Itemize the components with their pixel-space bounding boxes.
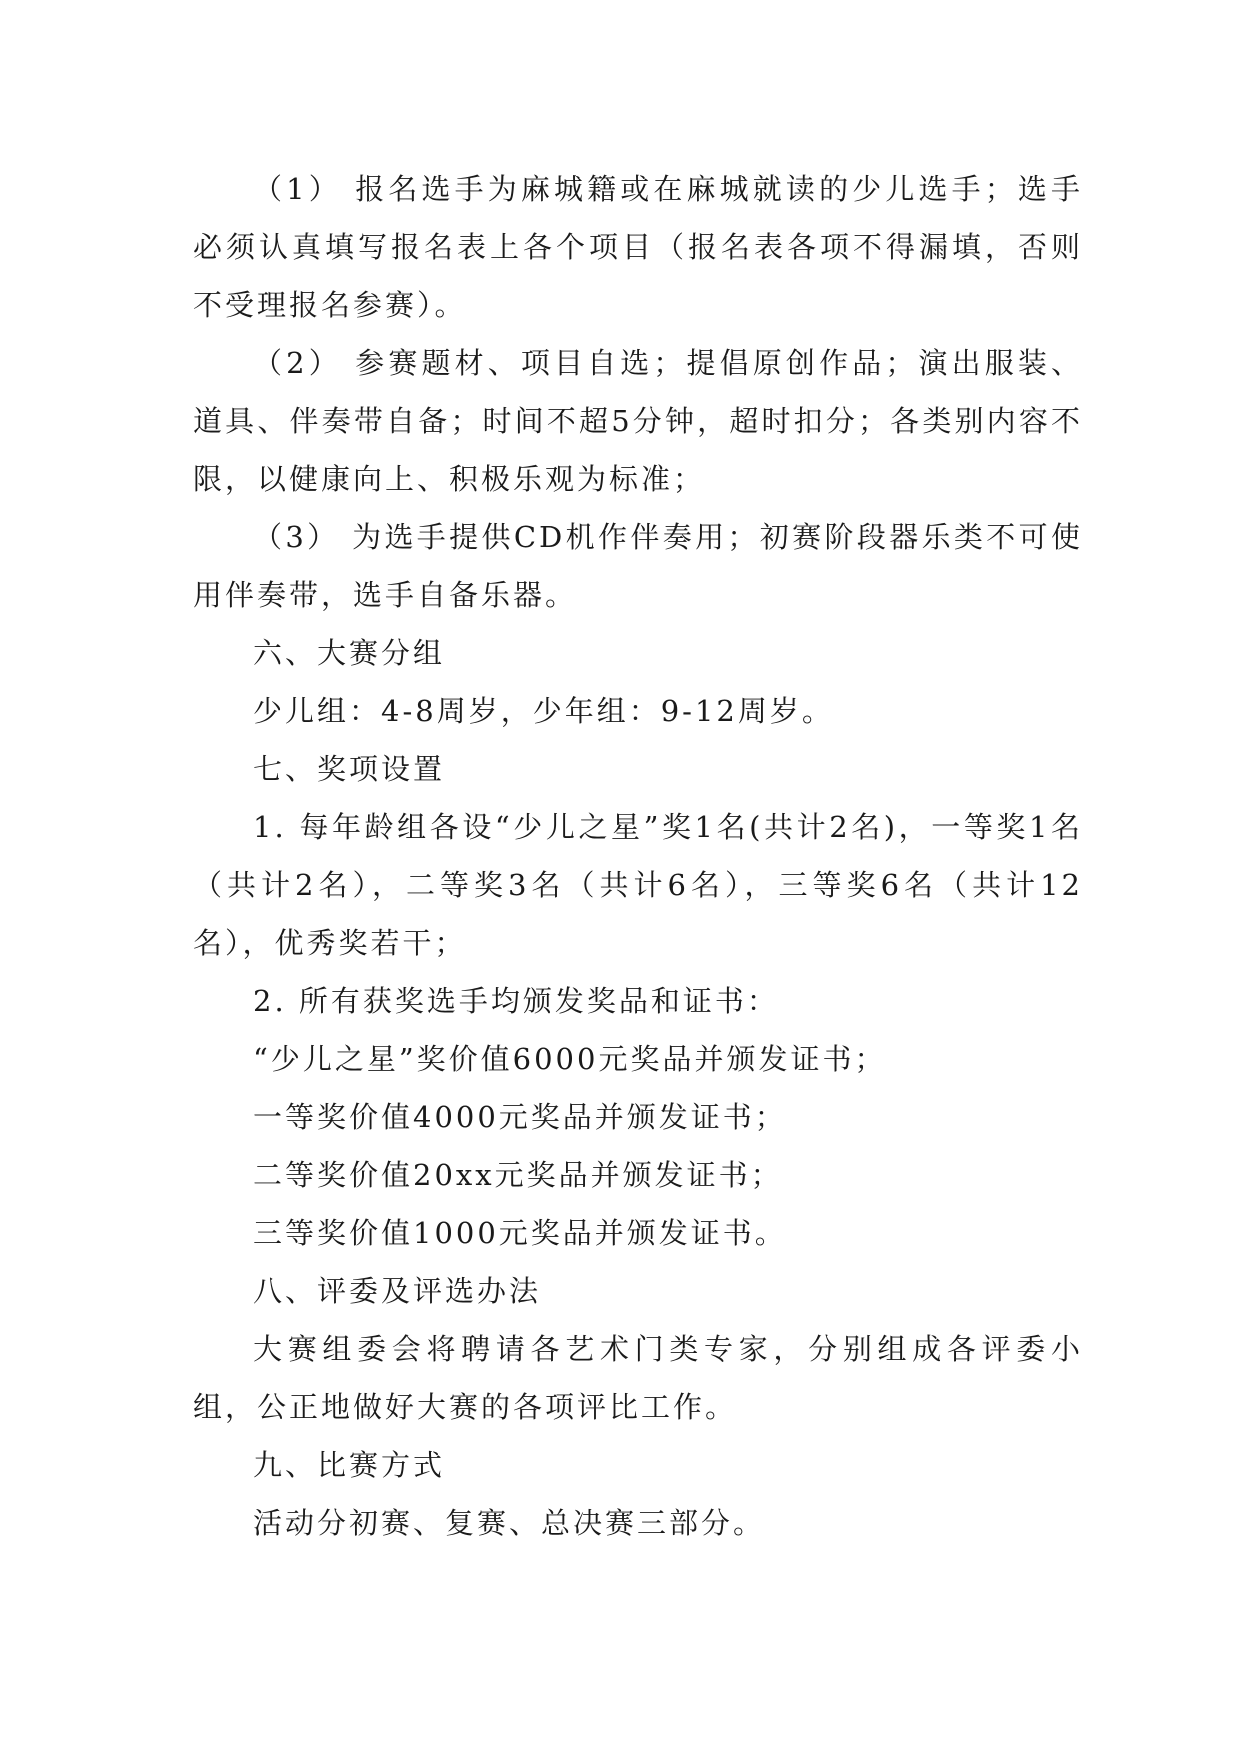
section-heading-format: 九、比赛方式 [253,1448,446,1482]
paragraph-prize-first: 一等奖价值4000元奖品并颁发证书； [253,1100,787,1134]
section-heading-awards: 七、奖项设置 [253,752,446,786]
paragraph-awards-2: 2. 所有获奖选手均颁发奖品和证书： [253,984,779,1018]
paragraph-rule-2: （2） 参赛题材、项目自选；提倡原创作品；演出服装、道具、伴奏带自备；时间不超5分钟，超时扣分；各类别内容不限，以健康向上、积极乐观为标准； [193,346,1083,496]
paragraph-prize-star: “少儿之星”奖价值6000元奖品并颁发证书； [253,1042,887,1076]
paragraph-rule-1: （1） 报名选手为麻城籍或在麻城就读的少儿选手；选手必须认真填写报名表上各个项目（报名表各项不得漏填，否则不受理报名参赛）。 [193,172,1083,322]
paragraph-rule-3: （3） 为选手提供CD机作伴奏用；初赛阶段器乐类不可使用伴奏带，选手自备乐器。 [193,520,1083,612]
paragraph-groups: 少儿组：4-8周岁，少年组：9-12周岁。 [253,694,834,728]
paragraph-awards-1: 1. 每年龄组各设“少儿之星”奖1名(共计2名)，一等奖1名（共计2名），二等奖3名（共计6名），三等奖6名（共计12名），优秀奖若干； [193,810,1083,960]
paragraph-judges: 大赛组委会将聘请各艺术门类专家，分别组成各评委小组，公正地做好大赛的各项评比工作。 [193,1332,1083,1424]
paragraph-prize-second: 二等奖价值20xx元奖品并颁发证书； [253,1158,783,1192]
paragraph-format: 活动分初赛、复赛、总决赛三部分。 [253,1506,766,1540]
paragraph-prize-third: 三等奖价值1000元奖品并颁发证书。 [253,1216,787,1250]
document-body [193,160,1083,1552]
section-heading-judges: 八、评委及评选办法 [253,1274,542,1308]
section-heading-groups: 六、大赛分组 [253,636,446,670]
